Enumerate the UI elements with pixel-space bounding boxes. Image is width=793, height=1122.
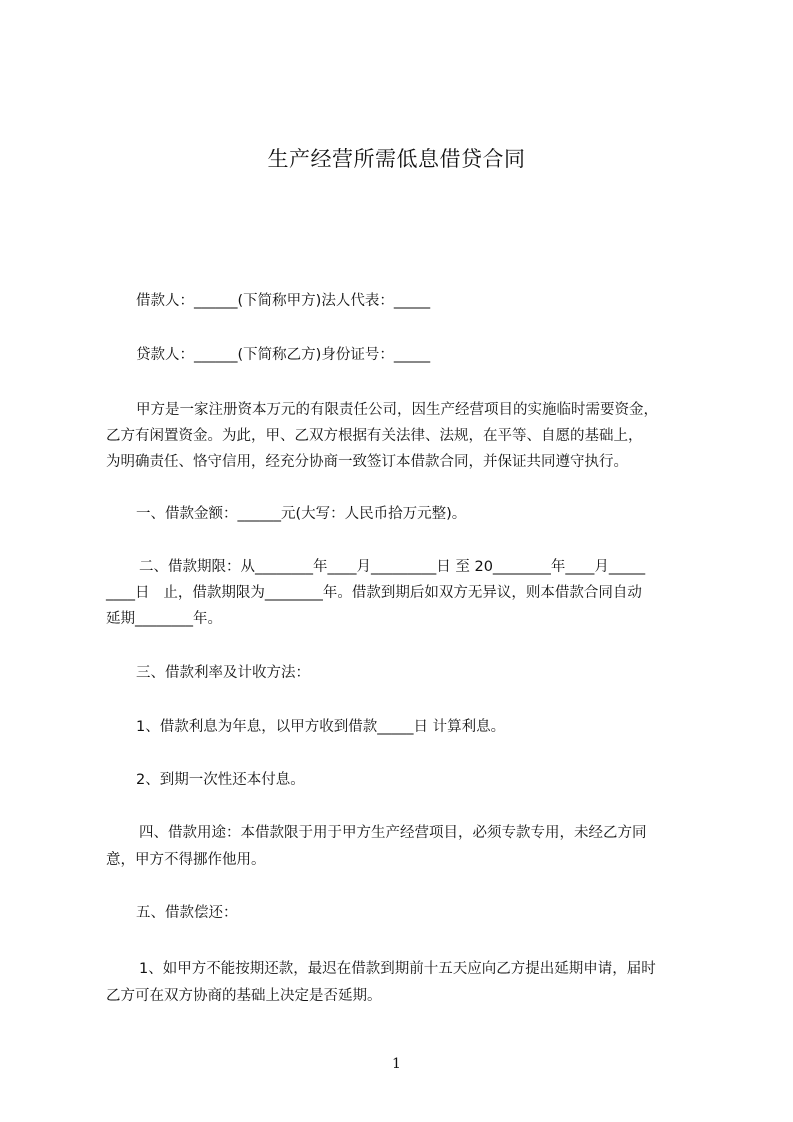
clause2-line-1: 二、借款期限：从________年____月_________日 至 20________年____月_____ [139, 559, 646, 575]
clause3-item1: 1、借款利息为年息，以甲方收到借款_____日 计算利息。 [136, 719, 506, 735]
preamble-line-1: 甲方是一家注册资本万元的有限责任公司，因生产经营项目的实施临时需要资金， [136, 402, 658, 418]
clause3-heading: 三、借款利率及计收方法： [136, 665, 310, 681]
preamble-line-3: 为明确责任、恪守信用，经充分协商一致签订本借款合同，并保证共同遵守执行。 [106, 454, 628, 470]
clause2-line-2: ____日 止，借款期限为________年。借款到期后如双方无异议，则本借款合同自动 [106, 585, 642, 601]
borrower-line: 借款人：______(下简称甲方)法人代表：_____ [136, 293, 431, 309]
clause4-line-1: 四、借款用途：本借款限于用于甲方生产经营项目，必须专款专用，未经乙方同 [139, 825, 647, 841]
clause4-line-2: 意，甲方不得挪作他用。 [106, 852, 266, 868]
clause1-line: 一、借款金额：______元(大写：人民币拾万元整)。 [136, 506, 467, 522]
clause5-heading: 五、借款偿还： [136, 905, 238, 921]
page-number: 1 [392, 1056, 401, 1072]
clause5-item1-line-1: 1、如甲方不能按期还款，最迟在借款到期前十五天应向乙方提出延期申请，届时 [139, 961, 656, 977]
document-title: 生产经营所需低息借贷合同 [267, 147, 526, 171]
clause5-item1-line-2: 乙方可在双方协商的基础上决定是否延期。 [106, 988, 382, 1004]
clause2-line-3: 延期________年。 [106, 611, 222, 627]
preamble-line-2: 乙方有闲置资金。为此，甲、乙双方根据有关法律、法规，在平等、自愿的基础上， [106, 428, 643, 444]
lender-line: 贷款人：______(下简称乙方)身份证号：_____ [136, 347, 431, 363]
clause3-item2: 2、到期一次性还本付息。 [136, 772, 305, 788]
